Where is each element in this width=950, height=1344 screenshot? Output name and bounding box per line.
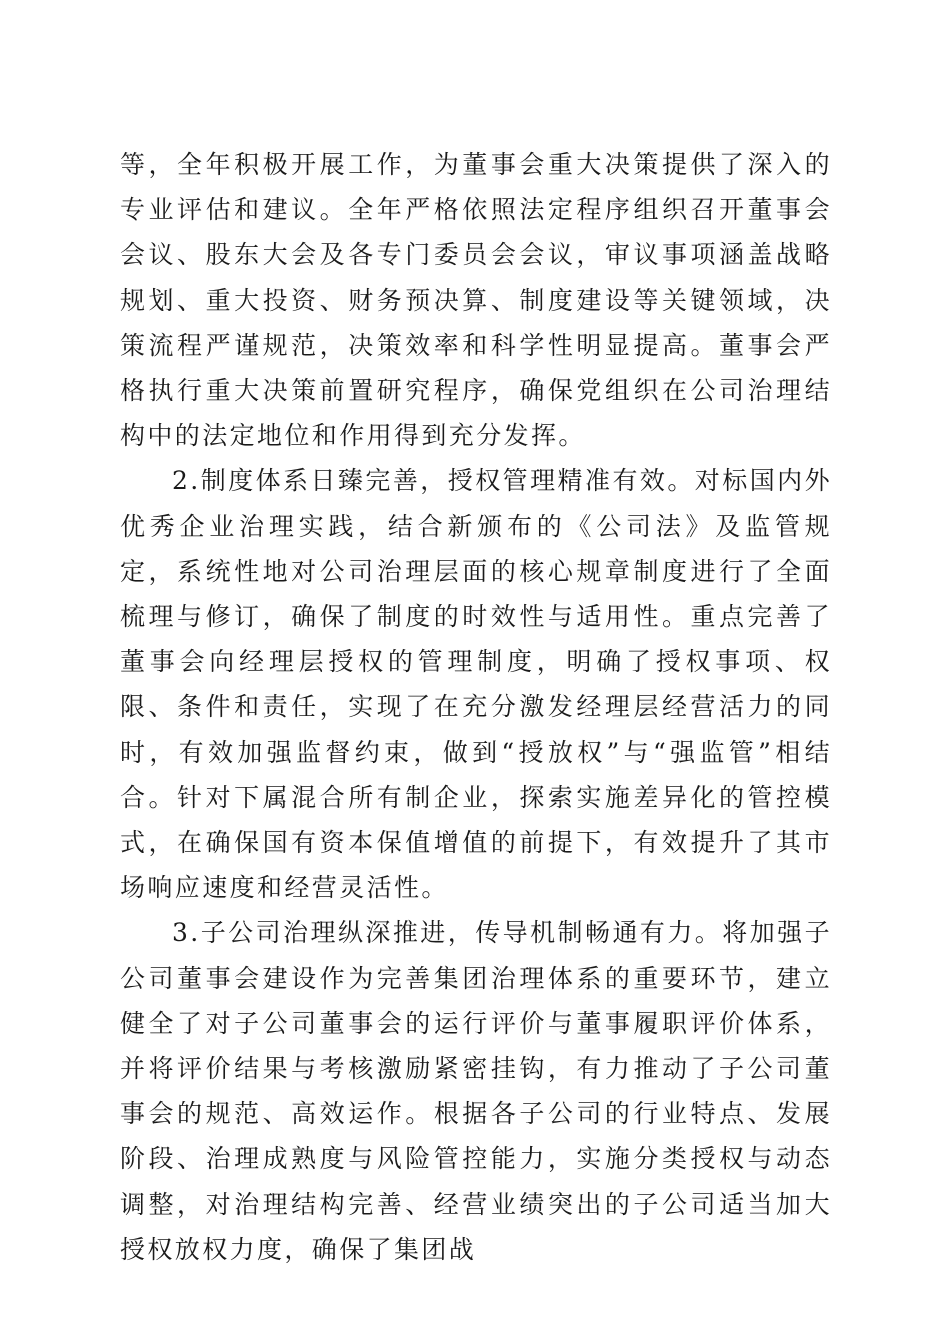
- paragraph-item-2: 2.制度体系日臻完善，授权管理精准有效。对标国内外优秀企业治理实践，结合新颁布的《公司法》及监管规定，系统性地对公司治理层面的核心规章制度进行了全面梳理与修订，确保了制度的时效性与适用性。重点完善了董事会向经理层授权的管理制度，明确了授权事项、权限、条件和责任，实现了在充分激发经理层经营活力的同时，有效加强监督约束，做到“授放权”与“强监管”相结合。针对下属混合所有制企业，探索实施差异化的管控模式，在确保国有资本保值增值的前提下，有效提升了其市场响应速度和经营灵活性。: [120, 466, 832, 903]
- body-text: [120, 142, 832, 1272]
- paragraph-continued: 等，全年积极开展工作，为董事会重大决策提供了深入的专业评估和建议。全年严格依照法定程序组织召开董事会会议、股东大会及各专门委员会会议，审议事项涵盖战略规划、重大投资、财务预决算、制度建设等关键领域，决策流程严谨规范，决策效率和科学性明显提高。董事会严格执行重大决策前置研究程序，确保党组织在公司治理结构中的法定地位和作用得到充分发挥。: [120, 150, 832, 451]
- paragraph-item-3: 3.子公司治理纵深推进，传导机制畅通有力。将加强子公司董事会建设作为完善集团治理体系的重要环节，建立健全了对子公司董事会的运行评价与董事履职评价体系，并将评价结果与考核激励紧密挂钩，有力推动了子公司董事会的规范、高效运作。根据各子公司的行业特点、发展阶段、治理成熟度与风险管控能力，实施分类授权与动态调整，对治理结构完善、经营业绩突出的子公司适当加大授权放权力度，确保了集团战: [120, 918, 832, 1264]
